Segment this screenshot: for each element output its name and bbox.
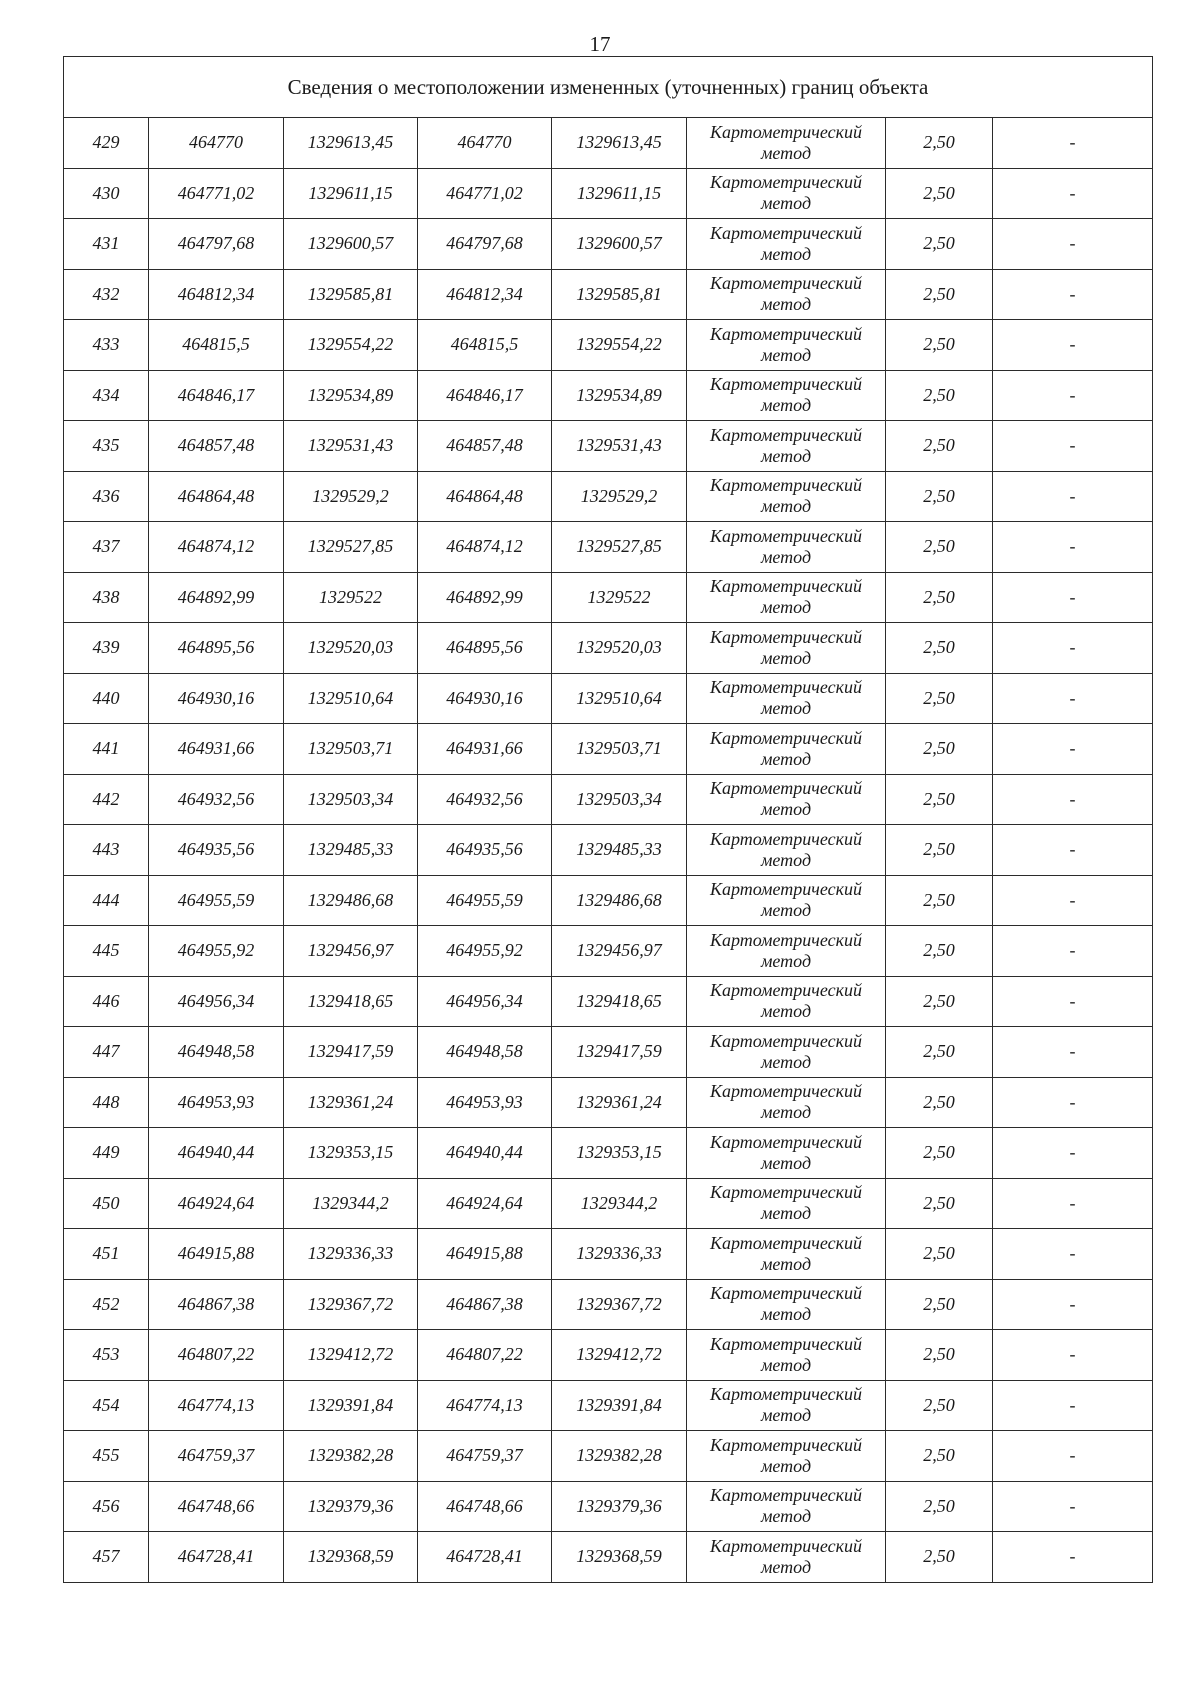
note-cell: - xyxy=(993,522,1153,573)
updated-y-cell: 1329417,59 xyxy=(552,1027,687,1078)
point-number-cell: 454 xyxy=(64,1380,149,1431)
existing-x-cell: 464955,92 xyxy=(149,926,284,977)
table-row xyxy=(64,1481,1153,1532)
table-row xyxy=(64,976,1153,1027)
existing-x-cell: 464874,12 xyxy=(149,522,284,573)
method-cell: Картометрический метод xyxy=(687,1077,886,1128)
point-number-cell: 441 xyxy=(64,724,149,775)
accuracy-cell: 2,50 xyxy=(886,724,993,775)
note-cell: - xyxy=(993,269,1153,320)
note-cell: - xyxy=(993,875,1153,926)
method-cell: Картометрический метод xyxy=(687,572,886,623)
updated-x-cell: 464864,48 xyxy=(418,471,552,522)
updated-x-cell: 464955,92 xyxy=(418,926,552,977)
updated-x-cell: 464774,13 xyxy=(418,1380,552,1431)
existing-x-cell: 464797,68 xyxy=(149,219,284,270)
table-row xyxy=(64,623,1153,674)
existing-y-cell: 1329485,33 xyxy=(284,825,418,876)
existing-y-cell: 1329510,64 xyxy=(284,673,418,724)
existing-x-cell: 464953,93 xyxy=(149,1077,284,1128)
method-cell: Картометрический метод xyxy=(687,1178,886,1229)
method-cell: Картометрический метод xyxy=(687,1380,886,1431)
accuracy-cell: 2,50 xyxy=(886,1229,993,1280)
table-row xyxy=(64,1229,1153,1280)
table-row xyxy=(64,118,1153,169)
table-title-row xyxy=(64,57,1153,118)
note-cell: - xyxy=(993,1532,1153,1583)
accuracy-cell: 2,50 xyxy=(886,1178,993,1229)
accuracy-cell: 2,50 xyxy=(886,673,993,724)
table-row xyxy=(64,1128,1153,1179)
table-row xyxy=(64,219,1153,270)
accuracy-cell: 2,50 xyxy=(886,1128,993,1179)
point-number-cell: 443 xyxy=(64,825,149,876)
accuracy-cell: 2,50 xyxy=(886,1532,993,1583)
updated-y-cell: 1329510,64 xyxy=(552,673,687,724)
note-cell: - xyxy=(993,1380,1153,1431)
method-cell: Картометрический метод xyxy=(687,976,886,1027)
updated-y-cell: 1329344,2 xyxy=(552,1178,687,1229)
note-cell: - xyxy=(993,471,1153,522)
existing-x-cell: 464935,56 xyxy=(149,825,284,876)
updated-x-cell: 464728,41 xyxy=(418,1532,552,1583)
note-cell: - xyxy=(993,1229,1153,1280)
note-cell: - xyxy=(993,1330,1153,1381)
point-number-cell: 430 xyxy=(64,168,149,219)
updated-x-cell: 464953,93 xyxy=(418,1077,552,1128)
point-number-cell: 432 xyxy=(64,269,149,320)
updated-x-cell: 464940,44 xyxy=(418,1128,552,1179)
note-cell: - xyxy=(993,1128,1153,1179)
accuracy-cell: 2,50 xyxy=(886,522,993,573)
updated-y-cell: 1329391,84 xyxy=(552,1380,687,1431)
existing-y-cell: 1329486,68 xyxy=(284,875,418,926)
table-row xyxy=(64,825,1153,876)
note-cell: - xyxy=(993,1077,1153,1128)
updated-y-cell: 1329520,03 xyxy=(552,623,687,674)
existing-x-cell: 464867,38 xyxy=(149,1279,284,1330)
method-cell: Картометрический метод xyxy=(687,1481,886,1532)
updated-y-cell: 1329554,22 xyxy=(552,320,687,371)
existing-y-cell: 1329531,43 xyxy=(284,421,418,472)
method-cell: Картометрический метод xyxy=(687,471,886,522)
existing-y-cell: 1329417,59 xyxy=(284,1027,418,1078)
existing-x-cell: 464748,66 xyxy=(149,1481,284,1532)
accuracy-cell: 2,50 xyxy=(886,976,993,1027)
updated-y-cell: 1329353,15 xyxy=(552,1128,687,1179)
existing-x-cell: 464915,88 xyxy=(149,1229,284,1280)
point-number-cell: 437 xyxy=(64,522,149,573)
updated-y-cell: 1329486,68 xyxy=(552,875,687,926)
point-number-cell: 449 xyxy=(64,1128,149,1179)
method-cell: Картометрический метод xyxy=(687,623,886,674)
existing-y-cell: 1329361,24 xyxy=(284,1077,418,1128)
method-cell: Картометрический метод xyxy=(687,1027,886,1078)
table-row xyxy=(64,1380,1153,1431)
table-row xyxy=(64,370,1153,421)
accuracy-cell: 2,50 xyxy=(886,320,993,371)
existing-y-cell: 1329534,89 xyxy=(284,370,418,421)
updated-x-cell: 464892,99 xyxy=(418,572,552,623)
updated-x-cell: 464857,48 xyxy=(418,421,552,472)
existing-y-cell: 1329520,03 xyxy=(284,623,418,674)
accuracy-cell: 2,50 xyxy=(886,471,993,522)
note-cell: - xyxy=(993,370,1153,421)
accuracy-cell: 2,50 xyxy=(886,875,993,926)
table-row xyxy=(64,1178,1153,1229)
point-number-cell: 439 xyxy=(64,623,149,674)
updated-y-cell: 1329531,43 xyxy=(552,421,687,472)
method-cell: Картометрический метод xyxy=(687,774,886,825)
table-row xyxy=(64,1330,1153,1381)
method-cell: Картометрический метод xyxy=(687,875,886,926)
updated-x-cell: 464932,56 xyxy=(418,774,552,825)
updated-x-cell: 464935,56 xyxy=(418,825,552,876)
updated-x-cell: 464759,37 xyxy=(418,1431,552,1482)
note-cell: - xyxy=(993,623,1153,674)
updated-y-cell: 1329611,15 xyxy=(552,168,687,219)
note-cell: - xyxy=(993,219,1153,270)
table-title: Сведения о местоположении измененных (уточненных) границ объекта xyxy=(64,57,1153,118)
existing-x-cell: 464940,44 xyxy=(149,1128,284,1179)
updated-y-cell: 1329412,72 xyxy=(552,1330,687,1381)
updated-y-cell: 1329485,33 xyxy=(552,825,687,876)
existing-y-cell: 1329522 xyxy=(284,572,418,623)
existing-x-cell: 464728,41 xyxy=(149,1532,284,1583)
method-cell: Картометрический метод xyxy=(687,673,886,724)
existing-y-cell: 1329527,85 xyxy=(284,522,418,573)
accuracy-cell: 2,50 xyxy=(886,269,993,320)
note-cell: - xyxy=(993,926,1153,977)
existing-y-cell: 1329344,2 xyxy=(284,1178,418,1229)
method-cell: Картометрический метод xyxy=(687,370,886,421)
table-row xyxy=(64,1532,1153,1583)
method-cell: Картометрический метод xyxy=(687,1229,886,1280)
existing-x-cell: 464948,58 xyxy=(149,1027,284,1078)
accuracy-cell: 2,50 xyxy=(886,219,993,270)
updated-y-cell: 1329527,85 xyxy=(552,522,687,573)
boundary-coordinates-table xyxy=(63,56,1153,1583)
updated-y-cell: 1329522 xyxy=(552,572,687,623)
method-cell: Картометрический метод xyxy=(687,724,886,775)
accuracy-cell: 2,50 xyxy=(886,168,993,219)
table-row xyxy=(64,572,1153,623)
updated-x-cell: 464815,5 xyxy=(418,320,552,371)
accuracy-cell: 2,50 xyxy=(886,118,993,169)
existing-y-cell: 1329368,59 xyxy=(284,1532,418,1583)
note-cell: - xyxy=(993,168,1153,219)
existing-x-cell: 464895,56 xyxy=(149,623,284,674)
method-cell: Картометрический метод xyxy=(687,1431,886,1482)
updated-x-cell: 464874,12 xyxy=(418,522,552,573)
existing-y-cell: 1329456,97 xyxy=(284,926,418,977)
existing-y-cell: 1329585,81 xyxy=(284,269,418,320)
method-cell: Картометрический метод xyxy=(687,269,886,320)
existing-x-cell: 464956,34 xyxy=(149,976,284,1027)
updated-y-cell: 1329503,34 xyxy=(552,774,687,825)
existing-x-cell: 464857,48 xyxy=(149,421,284,472)
existing-x-cell: 464771,02 xyxy=(149,168,284,219)
table-row xyxy=(64,168,1153,219)
existing-x-cell: 464815,5 xyxy=(149,320,284,371)
existing-x-cell: 464932,56 xyxy=(149,774,284,825)
accuracy-cell: 2,50 xyxy=(886,1077,993,1128)
existing-x-cell: 464807,22 xyxy=(149,1330,284,1381)
point-number-cell: 446 xyxy=(64,976,149,1027)
table-row xyxy=(64,1027,1153,1078)
method-cell: Картометрический метод xyxy=(687,1279,886,1330)
note-cell: - xyxy=(993,976,1153,1027)
updated-x-cell: 464807,22 xyxy=(418,1330,552,1381)
existing-x-cell: 464892,99 xyxy=(149,572,284,623)
method-cell: Картометрический метод xyxy=(687,1128,886,1179)
accuracy-cell: 2,50 xyxy=(886,572,993,623)
existing-x-cell: 464930,16 xyxy=(149,673,284,724)
updated-x-cell: 464812,34 xyxy=(418,269,552,320)
point-number-cell: 451 xyxy=(64,1229,149,1280)
accuracy-cell: 2,50 xyxy=(886,1330,993,1381)
point-number-cell: 455 xyxy=(64,1431,149,1482)
updated-y-cell: 1329503,71 xyxy=(552,724,687,775)
existing-x-cell: 464770 xyxy=(149,118,284,169)
updated-y-cell: 1329456,97 xyxy=(552,926,687,977)
method-cell: Картометрический метод xyxy=(687,1532,886,1583)
table-row xyxy=(64,774,1153,825)
existing-y-cell: 1329503,34 xyxy=(284,774,418,825)
accuracy-cell: 2,50 xyxy=(886,774,993,825)
point-number-cell: 447 xyxy=(64,1027,149,1078)
table-row xyxy=(64,875,1153,926)
point-number-cell: 452 xyxy=(64,1279,149,1330)
existing-x-cell: 464846,17 xyxy=(149,370,284,421)
accuracy-cell: 2,50 xyxy=(886,623,993,674)
updated-y-cell: 1329585,81 xyxy=(552,269,687,320)
table-row xyxy=(64,320,1153,371)
updated-y-cell: 1329534,89 xyxy=(552,370,687,421)
accuracy-cell: 2,50 xyxy=(886,1481,993,1532)
table-body xyxy=(64,118,1153,1583)
note-cell: - xyxy=(993,572,1153,623)
point-number-cell: 450 xyxy=(64,1178,149,1229)
updated-y-cell: 1329368,59 xyxy=(552,1532,687,1583)
point-number-cell: 453 xyxy=(64,1330,149,1381)
method-cell: Картометрический метод xyxy=(687,320,886,371)
point-number-cell: 444 xyxy=(64,875,149,926)
point-number-cell: 442 xyxy=(64,774,149,825)
point-number-cell: 448 xyxy=(64,1077,149,1128)
table-row xyxy=(64,926,1153,977)
note-cell: - xyxy=(993,1431,1153,1482)
table-row xyxy=(64,1431,1153,1482)
updated-y-cell: 1329379,36 xyxy=(552,1481,687,1532)
note-cell: - xyxy=(993,118,1153,169)
point-number-cell: 436 xyxy=(64,471,149,522)
updated-x-cell: 464948,58 xyxy=(418,1027,552,1078)
accuracy-cell: 2,50 xyxy=(886,1380,993,1431)
existing-x-cell: 464931,66 xyxy=(149,724,284,775)
existing-y-cell: 1329613,45 xyxy=(284,118,418,169)
point-number-cell: 433 xyxy=(64,320,149,371)
point-number-cell: 435 xyxy=(64,421,149,472)
existing-y-cell: 1329529,2 xyxy=(284,471,418,522)
method-cell: Картометрический метод xyxy=(687,926,886,977)
point-number-cell: 434 xyxy=(64,370,149,421)
existing-y-cell: 1329336,33 xyxy=(284,1229,418,1280)
note-cell: - xyxy=(993,1027,1153,1078)
updated-y-cell: 1329529,2 xyxy=(552,471,687,522)
updated-x-cell: 464915,88 xyxy=(418,1229,552,1280)
point-number-cell: 445 xyxy=(64,926,149,977)
existing-y-cell: 1329391,84 xyxy=(284,1380,418,1431)
existing-y-cell: 1329503,71 xyxy=(284,724,418,775)
accuracy-cell: 2,50 xyxy=(886,1279,993,1330)
table-row xyxy=(64,522,1153,573)
accuracy-cell: 2,50 xyxy=(886,1431,993,1482)
note-cell: - xyxy=(993,1481,1153,1532)
updated-x-cell: 464931,66 xyxy=(418,724,552,775)
existing-x-cell: 464759,37 xyxy=(149,1431,284,1482)
existing-y-cell: 1329379,36 xyxy=(284,1481,418,1532)
note-cell: - xyxy=(993,421,1153,472)
updated-y-cell: 1329361,24 xyxy=(552,1077,687,1128)
point-number-cell: 456 xyxy=(64,1481,149,1532)
table-row xyxy=(64,269,1153,320)
existing-y-cell: 1329600,57 xyxy=(284,219,418,270)
updated-y-cell: 1329367,72 xyxy=(552,1279,687,1330)
accuracy-cell: 2,50 xyxy=(886,1027,993,1078)
updated-x-cell: 464956,34 xyxy=(418,976,552,1027)
method-cell: Картометрический метод xyxy=(687,219,886,270)
existing-x-cell: 464955,59 xyxy=(149,875,284,926)
updated-x-cell: 464955,59 xyxy=(418,875,552,926)
updated-x-cell: 464867,38 xyxy=(418,1279,552,1330)
updated-x-cell: 464924,64 xyxy=(418,1178,552,1229)
existing-x-cell: 464812,34 xyxy=(149,269,284,320)
table-row xyxy=(64,421,1153,472)
existing-y-cell: 1329418,65 xyxy=(284,976,418,1027)
table-row xyxy=(64,673,1153,724)
table-row xyxy=(64,1279,1153,1330)
method-cell: Картометрический метод xyxy=(687,118,886,169)
existing-x-cell: 464774,13 xyxy=(149,1380,284,1431)
method-cell: Картометрический метод xyxy=(687,1330,886,1381)
accuracy-cell: 2,50 xyxy=(886,825,993,876)
note-cell: - xyxy=(993,1279,1153,1330)
updated-y-cell: 1329613,45 xyxy=(552,118,687,169)
note-cell: - xyxy=(993,825,1153,876)
note-cell: - xyxy=(993,320,1153,371)
existing-y-cell: 1329611,15 xyxy=(284,168,418,219)
accuracy-cell: 2,50 xyxy=(886,421,993,472)
point-number-cell: 431 xyxy=(64,219,149,270)
existing-y-cell: 1329353,15 xyxy=(284,1128,418,1179)
method-cell: Картометрический метод xyxy=(687,825,886,876)
updated-x-cell: 464930,16 xyxy=(418,673,552,724)
point-number-cell: 440 xyxy=(64,673,149,724)
note-cell: - xyxy=(993,1178,1153,1229)
updated-x-cell: 464846,17 xyxy=(418,370,552,421)
note-cell: - xyxy=(993,724,1153,775)
updated-y-cell: 1329600,57 xyxy=(552,219,687,270)
accuracy-cell: 2,50 xyxy=(886,370,993,421)
table-row xyxy=(64,471,1153,522)
updated-x-cell: 464797,68 xyxy=(418,219,552,270)
table-row xyxy=(64,1077,1153,1128)
updated-y-cell: 1329382,28 xyxy=(552,1431,687,1482)
point-number-cell: 457 xyxy=(64,1532,149,1583)
existing-y-cell: 1329554,22 xyxy=(284,320,418,371)
existing-x-cell: 464924,64 xyxy=(149,1178,284,1229)
note-cell: - xyxy=(993,673,1153,724)
page-number: 17 xyxy=(589,32,611,56)
existing-y-cell: 1329367,72 xyxy=(284,1279,418,1330)
updated-x-cell: 464770 xyxy=(418,118,552,169)
updated-x-cell: 464748,66 xyxy=(418,1481,552,1532)
existing-x-cell: 464864,48 xyxy=(149,471,284,522)
accuracy-cell: 2,50 xyxy=(886,926,993,977)
table-row xyxy=(64,724,1153,775)
existing-y-cell: 1329412,72 xyxy=(284,1330,418,1381)
updated-y-cell: 1329336,33 xyxy=(552,1229,687,1280)
updated-x-cell: 464771,02 xyxy=(418,168,552,219)
method-cell: Картометрический метод xyxy=(687,168,886,219)
note-cell: - xyxy=(993,774,1153,825)
method-cell: Картометрический метод xyxy=(687,522,886,573)
existing-y-cell: 1329382,28 xyxy=(284,1431,418,1482)
updated-x-cell: 464895,56 xyxy=(418,623,552,674)
point-number-cell: 429 xyxy=(64,118,149,169)
point-number-cell: 438 xyxy=(64,572,149,623)
updated-y-cell: 1329418,65 xyxy=(552,976,687,1027)
method-cell: Картометрический метод xyxy=(687,421,886,472)
